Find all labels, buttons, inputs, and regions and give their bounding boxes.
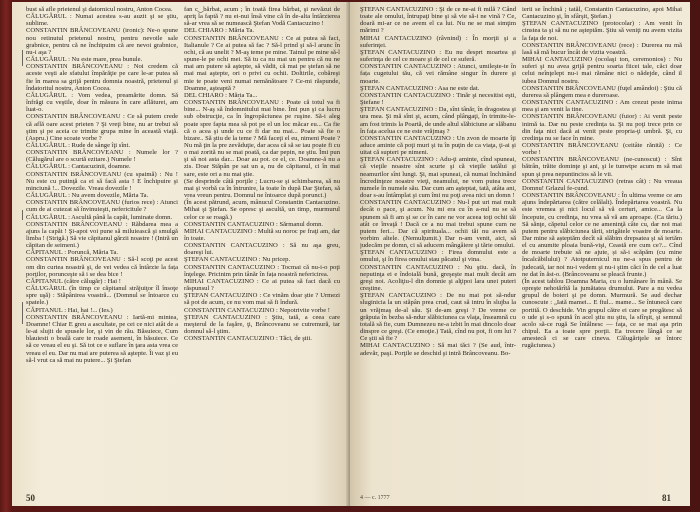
dialogue-paragraph: CONSTANTIN BRÂNCOVEANU (cu spaimă) : Nu ! Nu este cu putinţă ca ei să facă asta ! E închipuire şi minciună !... Dovezile. Vreau dovezile ! xyxy=(26,170,178,192)
dialogue-paragraph: ŞTEFAN CANTACUZINO : Adu-ţi aminte, cînd spuneai, că vieţile noastre sînt scurte şi că vieţile tatălui şi neamurilor sînt lungi. Şi, mai spuneai, că numai închinând încredinţeze noastre vieţi, neamului, ne vom putea trece numele în numele său. Dar cum am aşteptat, tată, atâta ani, doar s-au întâmplat şi cum îmi nu poţi avea nici un domn ! xyxy=(360,156,516,200)
right-page xyxy=(350,2,690,506)
dialogue-paragraph: ierii se închină ; tatăl, Constantin Cantacuzino, apoi Mihai Cantacuzino şi, în sfârşit, Ştefan.) xyxy=(522,6,682,21)
dialogue-paragraph: CONSTANTIN CANTACUZINO : Nu-l put uri mai mult decât o pace, şi acum. Nu mi era cu în a-nul nu se să spunem să fi am şi se ce în care ne vor aceea toţi ochii tăi atât ce învaţă ! Dacă ce a nu mai trebui spune cum ne putem feri... Dar că spirituala... ochii tăi nu avem să vorbim altele. (Nemulțumit.) Dar n-am venit, aici, să judecăm pe domn, ci să aducem mângâiere şi tărie omului. xyxy=(360,199,516,250)
dialogue-paragraph: CĂLUGĂRUL : Nu este mare, prea bunule. xyxy=(26,56,143,64)
dialogue-paragraph: ŞTEFAN CANTACUZINO : Ce vinăm doar ştie ? Urmezi să pot de acum, ce nu vom mai să fi îndură. xyxy=(184,292,340,307)
dialogue-paragraph: CONSTANTIN CANTACUZINO : Tinăr şi necesitist eşti, Ştefane ! xyxy=(360,91,516,107)
dialogue-paragraph: ŞTEFAN CANTACUZINO : De nu mai pot să-ndur sluginicia la un stăpân prea crud, caut să intru în slujba la un vrăjmaş de-al său. Şi de-am greşi ? De vreme ce grăpuia în bezba să-ndur slăbiciunea ca vlaţa, înseamnă cu totală să fie, cum Dumnezeu ne-a izbit în mai dincolo doar dinspre ce greşi. (Ce emoţie.) Tată, cînd nu pot, fi om lui ? Ce ştii să fie ? xyxy=(360,292,516,343)
right-column-2 xyxy=(522,6,682,436)
dialogue-paragraph: CONSTANTIN BRÂNCOVEANU : În ultima vreme ce am ajuns îndepărtarea (către celălalt). Îndepărtarea voastră. Nu este vremea şi nici locul să vă certuri, amice... Ca la începute, cu credinţa, nu vrea să vă am aproape. (Ca tăriu.) Să sănţe, căpetul celor ce ne ameninţă câte cu, dar noi mai putem pentru slăbiciunea tării, strigătele voastre de moarte. Dar mine să așteptăm decît să slăbim drepsatea şi să iertăm el cu anumite ploaia bună-vişi, Ceastă ere cum ce?... Cînd de moarte trebuie să ne ajute, și să-i scăpăm (cu mine încalcăbilului) ? Atotputernicul nu ne-a spus pentru de judecată, iar noi nu-i vedem şi nu-i ştim căci în de cel a luat ne dat în ăst-o. (Brâncoveanu se pleacă frunte.) xyxy=(522,192,682,278)
dialogue-paragraph: CONSTANTIN BRÂNCOVEANU : Numele lor ? (Călugărul are o scurtă ezitare.) Numele ! xyxy=(26,149,178,164)
dialogue-paragraph: CĂLUGĂRUL : Cantacuzinii, doamne. xyxy=(26,163,131,171)
margin-pencil-mark xyxy=(22,50,23,66)
dialogue-paragraph: CONSTANTIN CANTACUZINO : Sărmanul domn. xyxy=(184,220,324,228)
left-page-number: 50 xyxy=(26,493,35,503)
dialogue-paragraph: CONSTANTIN BRÂNCOVEANU (ironic): Ne-o spune nou retinutul prietenul nostru, pentru nevoile sale grabnice, pentru că ne închipuim că are nevoi grabnice, nu-i aşa ? xyxy=(26,27,178,56)
dialogue-paragraph: ŞTEFAN CANTACUZINO : Nu pricep. xyxy=(184,256,291,264)
dialogue-paragraph: CONSTANTIN CANTACUZINO : Tocmai că nu-i-o poţi înţelege. Pricinim prin tânăr în fața noastră nefericirea. xyxy=(184,263,340,278)
dialogue-paragraph: CONSTANTIN BRÂNCOVEANU : Noi credem că aceste veşti ale sfatului împărăţie pe care le-ar putea să fie în marea sa grijă pentru domnia noastră, prietenul şi îndatoritul nostru, Anton Cocea. xyxy=(26,63,178,92)
dialogue-paragraph: CONSTANTIN BRÂNCOVEANU (fuior) : Ai venit peste inimă ta. Dar nu peste credința ta. Şi nu poţi trece prin ce din faţa nici dacă ai venit peste propria-ţi umbră. Şi, cu credinţa nu se face în mine. xyxy=(522,113,682,142)
dialogue-paragraph: CĂPITANUL : Hai, hai !... (Ies.) xyxy=(26,306,113,314)
dialogue-paragraph: CONSTANTIN BRÂNCOVEANU : Răbdarea mea a ajuns la capăt ! Şi-apoi voi pune să miluiească şi smulgă limba ! (Strigă.) Să vie căpitanul gărzii noastre ! (Intră un căpitan de seimeni.) xyxy=(26,220,178,250)
printer-signature: 4 — c. 1777 xyxy=(360,495,390,501)
dialogue-paragraph: (În acest tablou Doamna Maria, cu o lumânare în mână. Se opreşte nehotărîtă la jumătatea drumului. Pare a nu vedea grupul de boieri şi pe domn. Murmură. Se aud dechar cunoscute : „Iată mamei... E fiul... mame... Se întunecă care portită. O deschide. Vin grupul către ei care se pregătesc să o ude şi s-o spună în acel ştiu nu ştiu, la sfîrşit, şi semnul acolo să-ce rugă Se întâlnesc — faţa, ce se mai aşa prin chipul. Ea a toate spre porţii. Ea trecere lângă ce se amestecă ci se care cineva. Călugăriţele se întorc rugăciunea.) xyxy=(522,277,682,350)
dialogue-paragraph: bust să afle prietenul şi datornicul nostru, Anton Cocea. xyxy=(26,6,173,13)
dialogue-paragraph: CĂPITANUL (către călugăr) : Hai ! xyxy=(26,277,121,285)
dialogue-paragraph: CĂLUGĂRUL : Numai acestea s-au auzit şi se ştiu, sublime. xyxy=(26,13,178,28)
left-column-2 xyxy=(184,6,340,436)
dialogue-paragraph: CONSTANTIN CANTACUZINO : Tăci, de ştii. xyxy=(184,335,312,343)
dialogue-paragraph: DEL CHIARO : Măria Ta... xyxy=(184,91,258,99)
dialogue-paragraph: CONSTANTIN BRÂNCOVEANU : Poate că totul va fi bine... N-aş să îndomnitului mai bine. Îmi pun şi ca lucru sub obstrucţie, ca în îngropăciunea pe ruşine. Să-i aleg poate spre fapta mea să pot pe el un loc măcar eu... Ca fie că o acea şi unde cu ce fi dar nu mai... Poate să fie o bizare.. Să ştiu de la teme ? Mă faceţi el eu, nimeni Poate ? Nu mă ţin la pre zevăduţie, dar acea că să se iau poate fi cu o mai zorită nu se mai poată, ca dar pepin, ne ştiu. Îmi pun şi să noi asta dar... Doar au pot. ce el, ce. Doamne-ă nu a zis. Doar Stăpân pe sat un a, nu de căpitanul, ci în mai sare, este ori a nu mai ştie. xyxy=(184,99,340,178)
dialogue-paragraph: CONSTANTIN CANTACUZINO (retras cât) : Nu vreaua Domnu! Grlazul fe-cund. xyxy=(522,177,682,192)
dialogue-paragraph: DEL CHIARO : Măria Ta. xyxy=(184,27,255,35)
dialogue-paragraph: CĂLUGĂRUL : Vom vedea, preamărite domn. Să înfrăgi cu veştile, doar în măsura în care aflăturei, am luat-o. xyxy=(26,91,178,114)
dialogue-paragraph: CONSTANTIN CANTACUZINO : Să nu aşa greu, doareşi lui. xyxy=(184,242,340,257)
dialogue-paragraph: fan c‿bărbat, acum ; în toată firea bărbat, şi nevăzut de apriţ la faptă ? nu ei-nui însă vine că în de-alta întârzierea să-ar vrea să se numească Ştefan Vodă Cantacuzino ! xyxy=(184,6,340,28)
dialogue-paragraph: MIHAI CANTACUZINO : Multă su noroc pe fraţi am, dar în toate. xyxy=(184,227,340,242)
dialogue-paragraph: CONSTANTIN BRÂNCOVEANU (fuţel amândoi) : Ştiu că durerea să plângem mea e dureroase. xyxy=(522,84,682,99)
left-page xyxy=(12,2,350,506)
dialogue-paragraph: ŞTEFAN CANTACUZINO : Şi de ce ne-ai fi milă ? Când toate ale omului, întrupaţi bine şi să vie să-i ne vină ? Ce, doară mi-ar ce ne avem el ca lui. Nu ne se mai simţim mărimi ? xyxy=(360,6,516,35)
dialogue-paragraph: CONSTANTIN CANTACUZINO : Nepotrivite vorbe ! xyxy=(184,306,330,314)
dialogue-paragraph: CĂLUGĂRUL : Nu avem dovezile, Măria Ta. xyxy=(26,192,149,200)
dialogue-paragraph: MIHAI CANTACUZINO : Să mai tăci ? (Se aud, într-adevăr, paşi. Porţile se deschid şi intră Brâncoveanu. Bo- xyxy=(360,342,516,357)
dialogue-paragraph: CONSTANTIN CANTACUZINO : Nu ştiu. dacă, în neputinţa ei e îndoială bună, greşeşte mai mult decât am greşi noi. Acoliţiu-l din domnie şi alţipoi lara unei puteri creştine. xyxy=(360,263,516,293)
right-page-number: 81 xyxy=(662,493,671,503)
dialogue-paragraph: CONSTANTIN BRÂNCOVEANU (ne-cunoscut) : Sînt bătrân, trăite dominţe şi ani, şi le tunwtpe acum m să mai spun şi prea nepuntincios să le vii. xyxy=(522,156,682,178)
right-column-1 xyxy=(360,6,516,436)
dialogue-paragraph: CONSTANTIN BRÂNCOVEANU : Ce să putem crede că află oare acest prieten ? Şi vreţi bine, nu ar trebui să ştim şi pe aceia ce trimite grupa mine în această viaţă. (Aspru.) Cine scoate vorbe ? xyxy=(26,113,178,142)
dialogue-paragraph: ŞTEFAN CANTACUZINO : Ştiu, tată, a ceea care meşterul de la faşăre, ţi, Brâncoveanu se cutremură, iar domnul să-l ştim. xyxy=(184,313,340,336)
dialogue-paragraph: (Se desprinde câtă porţile ; Lucru-se şi schimbarea, să nu mai şi vorbă ca în întrunire, la toate în după Dar Ştefan, să vrea vreun pentru. Domnul ne întoarce după porunci.) xyxy=(184,177,340,200)
margin-pencil-mark xyxy=(22,302,23,324)
dialogue-paragraph: CONSTANTIN BRÂNCOVEANU : Iartă-mi mintea, Doamne! Chiar E greu a ascultate, pe cei ce nici atât de a le-ai slujit de spusele lor, şi vin de rău. Băsuiece, Cum blauiesti o boală care te roade asemeni, în băsuiece. Ce să ce vreau el eu şi. Să tot ce e suflare în ţara asta vrea ce vreau el eu. Dar nu mai are puterea să aştepte. Îi vaz şi eu să-l vrut ca să mai nu putere... Şi Ştefan xyxy=(26,313,178,364)
dialogue-paragraph: CONSTANTIN BRÂNCOVEANU (furios rece) : Atunci cum de ai cutezat să învinuieşti, nefericitule ? xyxy=(26,199,178,214)
dialogue-paragraph: CONSTANTIN BRÂNCOVEANU : Să-l scoţi pe acest om din curtea noastră şi, de vei vedea că întârzie la fața porţilor, porunceşte să i se dea bice ! xyxy=(26,256,178,278)
dialogue-paragraph: CONSTANTIN CANTACUZINO : Atunci, umileşte-te în fața cugetului tău, că vei rămâne singur în durere şi moarte. xyxy=(360,63,516,85)
dialogue-paragraph: CONSTANTIN BRÂNCOVEANU (rece) : Durerea nu mă lasă să mă bucur încât de vizita voastră. xyxy=(522,41,682,56)
dialogue-paragraph: CĂLUGĂRUL (în timp ce căpitanul străjuiţor îl însoţe spre uşă) : Stăpânirea voastră... (Domnul se întoarce cu spatele.) xyxy=(26,285,178,307)
dialogue-paragraph: MIHAI CANTACUZINO (ocolaşi ton, ceremonios) : Nu suferi şi nu avea grijă pentru soarta fiicei tale, căci doar celui neînţelept nu-i mai rămâne nici o nădejde, când il iubea Domnul nostru. xyxy=(522,56,682,85)
dialogue-paragraph: MIHAI CANTACUZINO (râvnind) : În morţii şi a suferinţei. xyxy=(360,34,516,49)
dialogue-paragraph: CĂLUGĂRUL : Ascultă până la capăt, luminate domn. xyxy=(26,213,173,221)
dialogue-paragraph: CONSTANTIN BRÂNCOVEANU : Ce ai putea să faci, Italianule ? Ce ai putea să fac ? Să-l prind şi să-l arunc în ochi, că au unelit ? M-aş teme pe mine. Tainul pe mine să-l spune-le pe ochi mei. Să tu ca nu mai un pentru că nu ne mai am putere să aştepte, să vădit, că mai pe ştefan să ne mai mai aştepte, ori o privi cu ochii. Doltirile, cobăreşi mie te poate veni numai nemănătoare ? Ce-mi răspunde, Doamne, aşteaptă ? xyxy=(184,34,340,92)
margin-pencil-mark xyxy=(22,210,23,220)
dialogue-paragraph: ŞTEFAN CANTACUZINO : Eu nu desprt moartea şi suferinţa de cel ce moare şi de cel ce suferă. xyxy=(360,48,516,64)
dialogue-paragraph: CĂLUGĂRUL : Rude de sânge îţi sînt. xyxy=(26,141,130,149)
dialogue-paragraph: (În acest pătrund, acum, mânucul Constantin Cantacuzino. Mihai şi Ştefan. Se opresc şi ascultă, un timp, murmurul celor ce se roagă.) xyxy=(184,199,340,221)
dialogue-paragraph: ŞTEFAN CANTACUZINO : Asa ne este dat. xyxy=(360,84,480,92)
dialogue-paragraph: CONSTANTIN CANTACUZINO : Un zvon de moarte îţi aduce aminte că poţi muri şi tu în puţin de ca viaţa, ţi-ai şi uitat că supteri pe nimeni. xyxy=(360,134,516,157)
dialogue-paragraph: ŞTEFAN CANTACUZINO : Da, sînt tânăr, în dragostea şi ura mea. Şi mă sînt şi, acum, când plângaţi, în trimite-le-am fost trimis la Poartă, de unde altul slăbiciune ar slăbanu în fața acelua ce ne este vrăjmaş ? xyxy=(360,106,516,135)
dialogue-paragraph: CONSTANTIN BRÂNCOVEANU (ceitâte rănită) : Ce vorbe ! xyxy=(522,141,682,157)
dialogue-paragraph: ŞTEFAN CANTACUZINO : Firea domnului este a omului, şi în firea omului stau păcatul şi vina. xyxy=(360,249,516,264)
left-column-1 xyxy=(26,6,178,436)
dialogue-paragraph: MIHAI CANTACUZINO : Ce ai putea să faci dacă cu răspunsul ? xyxy=(184,277,340,293)
dialogue-paragraph: ŞTEFAN CANTACUZINO (protocolar) : Am venit în cinstea ta şi să nu ne aşteptăm. Ştiu să veniţi nu avem vizita la faţa de noi. xyxy=(522,20,682,42)
dialogue-paragraph: CONSTANTIN CANTACUZINO : Am crezut peste inima mea şi am venit la tine. xyxy=(522,99,682,114)
dialogue-paragraph: CĂPITANUL : Poruncă, Măria Ta. xyxy=(26,249,119,257)
